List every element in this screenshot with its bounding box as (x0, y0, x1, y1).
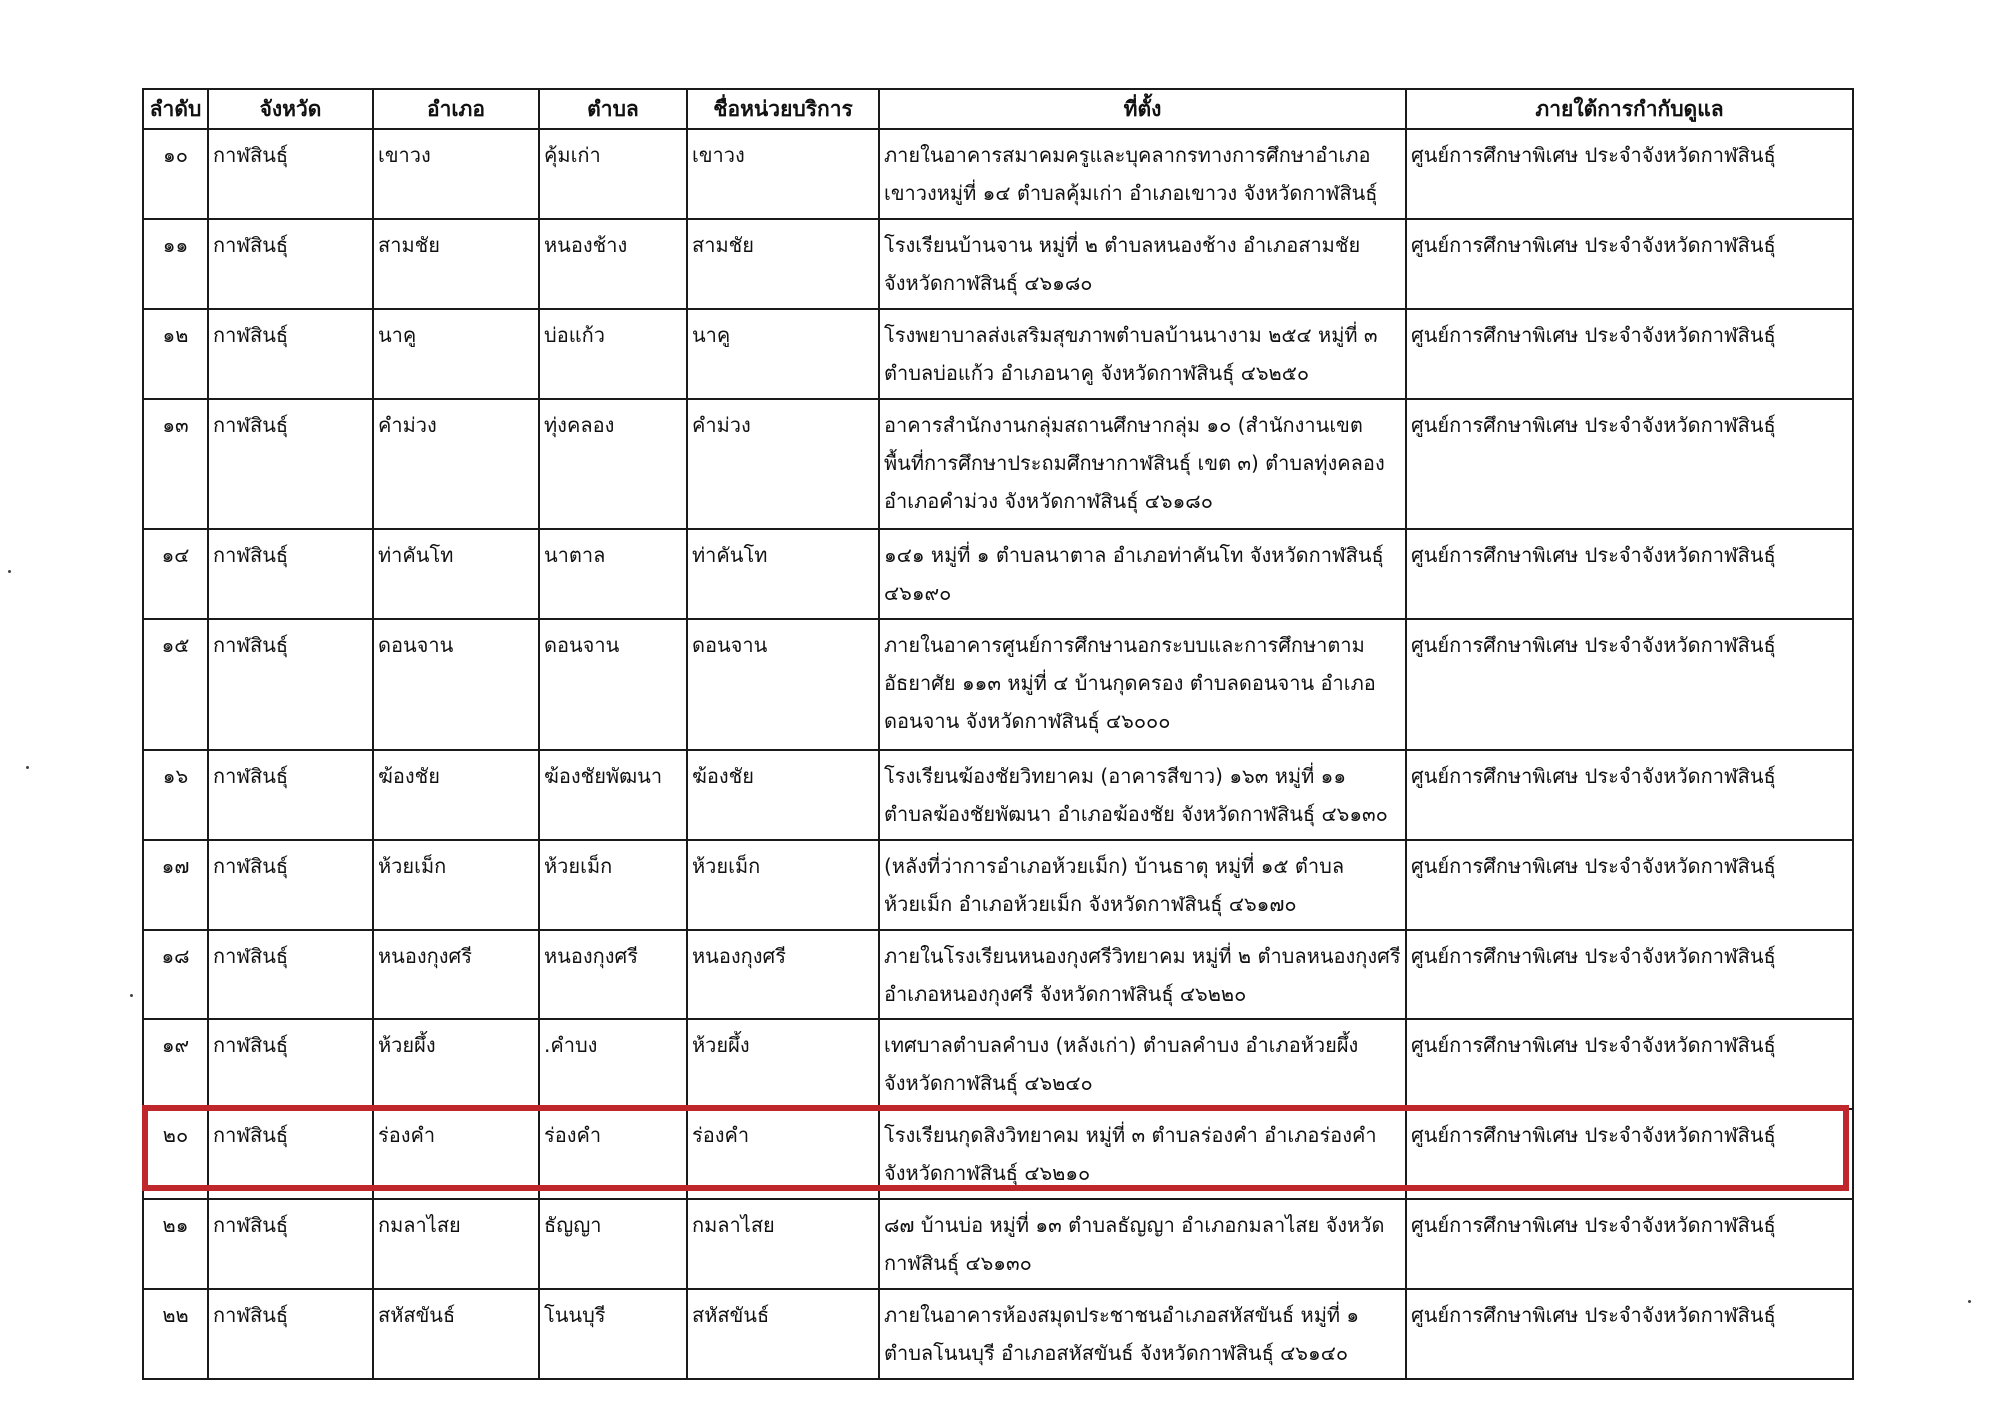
cell-supervisor: ศูนย์การศึกษาพิเศษ ประจำจังหวัดกาฬสินธุ์ (1406, 1289, 1853, 1379)
cell-supervisor: ศูนย์การศึกษาพิเศษ ประจำจังหวัดกาฬสินธุ์ (1406, 309, 1853, 399)
cell-supervisor: ศูนย์การศึกษาพิเศษ ประจำจังหวัดกาฬสินธุ์ (1406, 529, 1853, 619)
table-row (143, 840, 1853, 930)
cell-province: กาฬสินธุ์ (208, 930, 373, 1020)
cell-supervisor: ศูนย์การศึกษาพิเศษ ประจำจังหวัดกาฬสินธุ์ (1406, 840, 1853, 930)
cell-unit-name: นาคู (687, 309, 879, 399)
cell-district: ท่าคันโท (373, 529, 539, 619)
cell-unit-name: ท่าคันโท (687, 529, 879, 619)
cell-province: กาฬสินธุ์ (208, 1019, 373, 1109)
cell-subdistrict: คุ้มเก่า (539, 129, 687, 219)
scan-speck (26, 766, 29, 769)
header-district: อำเภอ (373, 89, 539, 129)
cell-subdistrict: .คำบง (539, 1019, 687, 1109)
cell-province: กาฬสินธุ์ (208, 309, 373, 399)
header-unit-name: ชื่อหน่วยบริการ (687, 89, 879, 129)
cell-province: กาฬสินธุ์ (208, 529, 373, 619)
cell-unit-name: ดอนจาน (687, 619, 879, 750)
cell-no: ๒๑ (143, 1199, 208, 1289)
cell-province: กาฬสินธุ์ (208, 1199, 373, 1289)
cell-no: ๒๐ (143, 1109, 208, 1199)
cell-location: ภายในโรงเรียนหนองกุงศรีวิทยาคม หมู่ที่ ๒ ตำบลหนองกุงศรี อำเภอหนองกุงศรี จังหวัดกาฬสินธุ์ ๔๖๒๒๐ (879, 930, 1406, 1020)
cell-location: โรงพยาบาลส่งเสริมสุขภาพตำบลบ้านนางาม ๒๕๔ หมู่ที่ ๓ ตำบลบ่อแก้ว อำเภอนาคู จังหวัดกาฬสินธุ์ ๔๖๒๕๐ (879, 309, 1406, 399)
cell-supervisor: ศูนย์การศึกษาพิเศษ ประจำจังหวัดกาฬสินธุ์ (1406, 1109, 1853, 1199)
cell-unit-name: คำม่วง (687, 399, 879, 530)
cell-location: โรงเรียนฆ้องชัยวิทยาคม (อาคารสีขาว) ๑๖๓ หมู่ที่ ๑๑ ตำบลฆ้องชัยพัฒนา อำเภอฆ้องชัย จังหวัดกาฬสินธุ์ ๔๖๑๓๐ (879, 750, 1406, 840)
cell-province: กาฬสินธุ์ (208, 219, 373, 309)
cell-location: ๑๔๑ หมู่ที่ ๑ ตำบลนาตาล อำเภอท่าคันโท จังหวัดกาฬสินธุ์ ๔๖๑๙๐ (879, 529, 1406, 619)
header-supervisor: ภายใต้การกำกับดูแล (1406, 89, 1853, 129)
scan-speck (1968, 1300, 1971, 1303)
cell-subdistrict: ทุ่งคลอง (539, 399, 687, 530)
cell-location: โรงเรียนบ้านจาน หมู่ที่ ๒ ตำบลหนองช้าง อำเภอสามชัย จังหวัดกาฬสินธุ์ ๔๖๑๘๐ (879, 219, 1406, 309)
table-row (143, 1199, 1853, 1289)
table-row (143, 529, 1853, 619)
cell-supervisor: ศูนย์การศึกษาพิเศษ ประจำจังหวัดกาฬสินธุ์ (1406, 930, 1853, 1020)
cell-no: ๑๓ (143, 399, 208, 530)
table-row (143, 1289, 1853, 1379)
cell-district: หนองกุงศรี (373, 930, 539, 1020)
cell-subdistrict: ร่องคำ (539, 1109, 687, 1199)
cell-location: ๘๗ บ้านบ่อ หมู่ที่ ๑๓ ตำบลธัญญา อำเภอกมลาไสย จังหวัดกาฬสินธุ์ ๔๖๑๓๐ (879, 1199, 1406, 1289)
table-row (143, 1019, 1853, 1109)
cell-supervisor: ศูนย์การศึกษาพิเศษ ประจำจังหวัดกาฬสินธุ์ (1406, 1199, 1853, 1289)
scan-speck (130, 994, 133, 997)
cell-no: ๑๙ (143, 1019, 208, 1109)
cell-district: เขาวง (373, 129, 539, 219)
cell-district: ร่องคำ (373, 1109, 539, 1199)
cell-unit-name: สหัสขันธ์ (687, 1289, 879, 1379)
table-row (143, 219, 1853, 309)
cell-subdistrict: ธัญญา (539, 1199, 687, 1289)
table-row (143, 129, 1853, 219)
cell-province: กาฬสินธุ์ (208, 1289, 373, 1379)
cell-unit-name: ห้วยผึ้ง (687, 1019, 879, 1109)
cell-subdistrict: ห้วยเม็ก (539, 840, 687, 930)
header-no: ลำดับ (143, 89, 208, 129)
cell-unit-name: ร่องคำ (687, 1109, 879, 1199)
cell-no: ๑๒ (143, 309, 208, 399)
cell-subdistrict: ฆ้องชัยพัฒนา (539, 750, 687, 840)
cell-unit-name: สามชัย (687, 219, 879, 309)
cell-no: ๑๖ (143, 750, 208, 840)
scan-speck (8, 570, 11, 573)
cell-district: ห้วยเม็ก (373, 840, 539, 930)
cell-supervisor: ศูนย์การศึกษาพิเศษ ประจำจังหวัดกาฬสินธุ์ (1406, 399, 1853, 530)
cell-no: ๑๘ (143, 930, 208, 1020)
cell-location: ภายในอาคารห้องสมุดประชาชนอำเภอสหัสขันธ์ หมู่ที่ ๑ ตำบลโนนบุรี อำเภอสหัสขันธ์ จังหวัดกาฬสินธุ์ ๔๖๑๔๐ (879, 1289, 1406, 1379)
cell-district: นาคู (373, 309, 539, 399)
cell-location: อาคารสำนักงานกลุ่มสถานศึกษากลุ่ม ๑๐ (สำนักงานเขตพื้นที่การศึกษาประถมศึกษากาฬสินธุ์ เขต ๓) ตำบลทุ่งคลอง อำเภอคำม่วง จังหวัดกาฬสินธุ์ ๔๖๑๘๐ (879, 399, 1406, 530)
cell-supervisor: ศูนย์การศึกษาพิเศษ ประจำจังหวัดกาฬสินธุ์ (1406, 619, 1853, 750)
header-location: ที่ตั้ง (879, 89, 1406, 129)
cell-province: กาฬสินธุ์ (208, 750, 373, 840)
cell-no: ๑๕ (143, 619, 208, 750)
cell-supervisor: ศูนย์การศึกษาพิเศษ ประจำจังหวัดกาฬสินธุ์ (1406, 219, 1853, 309)
cell-district: สหัสขันธ์ (373, 1289, 539, 1379)
header-province: จังหวัด (208, 89, 373, 129)
cell-location: ภายในอาคารสมาคมครูและบุคลากรทางการศึกษาอำเภอเขาวงหมู่ที่ ๑๔ ตำบลคุ้มเก่า อำเภอเขาวง จังหวัดกาฬสินธุ์ (879, 129, 1406, 219)
cell-no: ๑๗ (143, 840, 208, 930)
service-unit-table (142, 88, 1854, 1380)
cell-subdistrict: หนองกุงศรี (539, 930, 687, 1020)
cell-province: กาฬสินธุ์ (208, 619, 373, 750)
cell-location: โรงเรียนกุดสิงวิทยาคม หมู่ที่ ๓ ตำบลร่องคำ อำเภอร่องคำ จังหวัดกาฬสินธุ์ ๔๖๒๑๐ (879, 1109, 1406, 1199)
cell-province: กาฬสินธุ์ (208, 129, 373, 219)
cell-district: ฆ้องชัย (373, 750, 539, 840)
cell-subdistrict: นาตาล (539, 529, 687, 619)
cell-unit-name: ห้วยเม็ก (687, 840, 879, 930)
cell-subdistrict: บ่อแก้ว (539, 309, 687, 399)
table-row (143, 750, 1853, 840)
cell-no: ๑๔ (143, 529, 208, 619)
cell-subdistrict: หนองช้าง (539, 219, 687, 309)
cell-supervisor: ศูนย์การศึกษาพิเศษ ประจำจังหวัดกาฬสินธุ์ (1406, 750, 1853, 840)
cell-location: (หลังที่ว่าการอำเภอห้วยเม็ก) บ้านธาตุ หมู่ที่ ๑๕ ตำบลห้วยเม็ก อำเภอห้วยเม็ก จังหวัดกาฬสินธุ์ ๔๖๑๗๐ (879, 840, 1406, 930)
table-row (143, 399, 1853, 530)
cell-supervisor: ศูนย์การศึกษาพิเศษ ประจำจังหวัดกาฬสินธุ์ (1406, 129, 1853, 219)
cell-location: ภายในอาคารศูนย์การศึกษานอกระบบและการศึกษาตามอัธยาศัย ๑๑๓ หมู่ที่ ๔ บ้านกุดครอง ตำบลดอนจาน อำเภอดอนจาน จังหวัดกาฬสินธุ์ ๔๖๐๐๐ (879, 619, 1406, 750)
cell-no: ๑๑ (143, 219, 208, 309)
cell-province: กาฬสินธุ์ (208, 840, 373, 930)
cell-province: กาฬสินธุ์ (208, 1109, 373, 1199)
cell-subdistrict: โนนบุรี (539, 1289, 687, 1379)
cell-district: กมลาไสย (373, 1199, 539, 1289)
cell-unit-name: ฆ้องชัย (687, 750, 879, 840)
cell-location: เทศบาลตำบลคำบง (หลังเก่า) ตำบลคำบง อำเภอห้วยผึ้ง จังหวัดกาฬสินธุ์ ๔๖๒๔๐ (879, 1019, 1406, 1109)
cell-unit-name: กมลาไสย (687, 1199, 879, 1289)
cell-district: ห้วยผึ้ง (373, 1019, 539, 1109)
table-row (143, 619, 1853, 750)
table-header-row (143, 89, 1853, 129)
cell-district: สามชัย (373, 219, 539, 309)
cell-no: ๑๐ (143, 129, 208, 219)
table-row (143, 930, 1853, 1020)
cell-unit-name: หนองกุงศรี (687, 930, 879, 1020)
cell-province: กาฬสินธุ์ (208, 399, 373, 530)
cell-district: ดอนจาน (373, 619, 539, 750)
cell-supervisor: ศูนย์การศึกษาพิเศษ ประจำจังหวัดกาฬสินธุ์ (1406, 1019, 1853, 1109)
cell-subdistrict: ดอนจาน (539, 619, 687, 750)
cell-district: คำม่วง (373, 399, 539, 530)
cell-no: ๒๒ (143, 1289, 208, 1379)
table-row (143, 309, 1853, 399)
cell-unit-name: เขาวง (687, 129, 879, 219)
table-row-highlighted (143, 1109, 1853, 1199)
header-subdistrict: ตำบล (539, 89, 687, 129)
